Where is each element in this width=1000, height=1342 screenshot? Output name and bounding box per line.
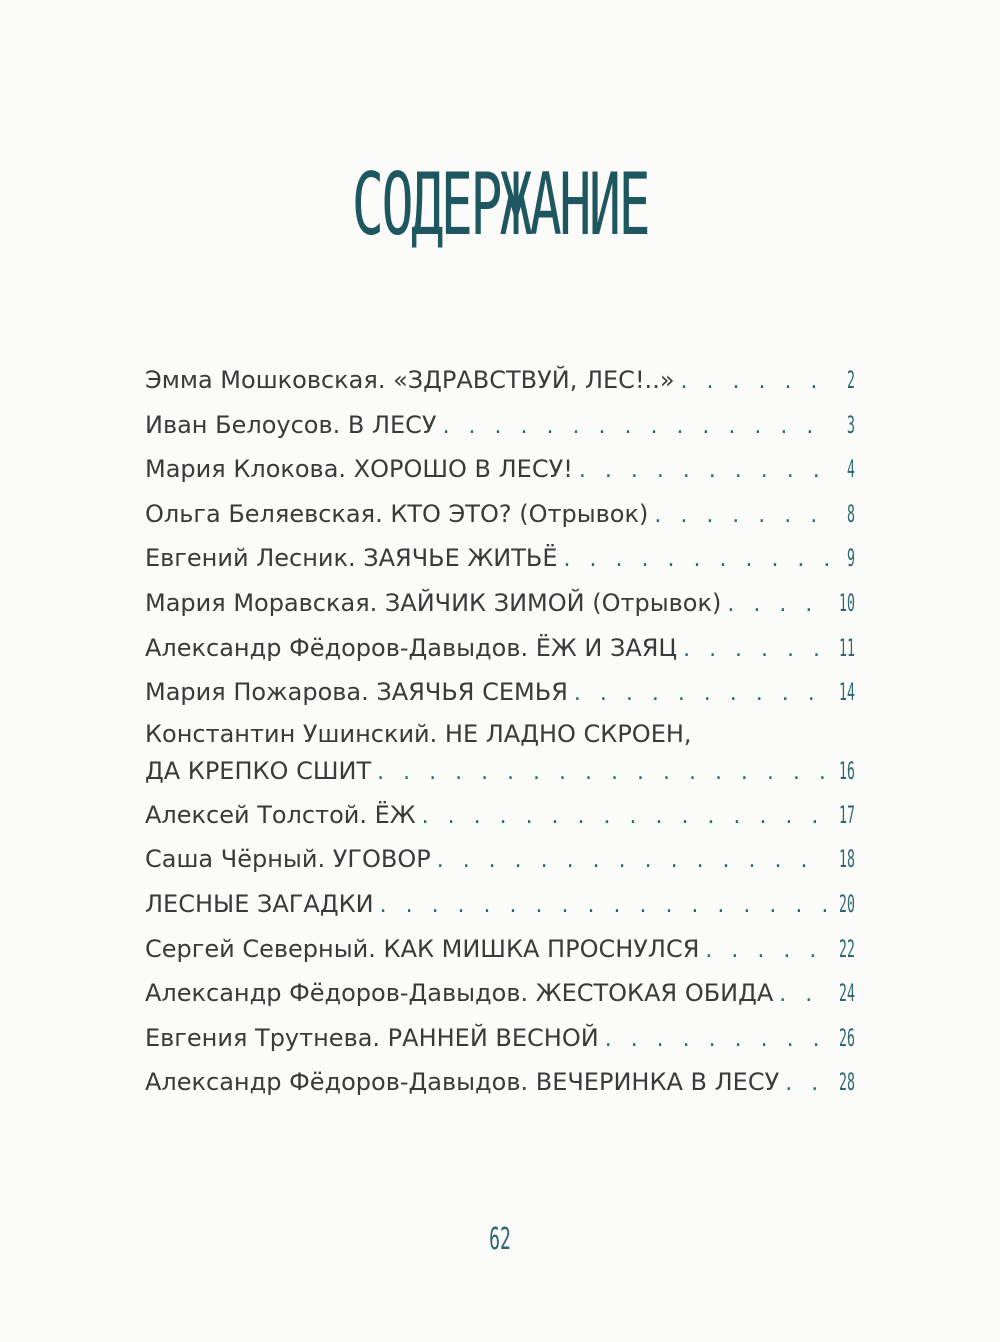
toc-entry-page: 11 <box>839 633 855 662</box>
toc-entry-page: 20 <box>839 889 855 918</box>
toc-dot-leader <box>675 362 830 402</box>
toc-entry <box>145 795 855 840</box>
toc-dot-leader <box>374 886 827 926</box>
toc-entry <box>145 1018 855 1063</box>
toc-entry <box>145 405 855 450</box>
toc-entry <box>145 494 855 539</box>
toc-entry-page: 18 <box>839 845 855 874</box>
toc-entry <box>145 672 855 717</box>
page-number: 62 <box>489 1222 511 1257</box>
toc-entry <box>145 628 855 673</box>
toc-entry <box>145 538 855 583</box>
toc-entry-title: Евгения Трутнева. РАННЕЙ ВЕСНОЙ <box>145 1023 599 1052</box>
toc-entry <box>145 973 855 1018</box>
toc-entry-title: Ольга Беляевская. КТО ЭТО? (Отрывок) <box>145 499 649 528</box>
toc-entry-title: Саша Чёрный. УГОВОР <box>145 845 431 874</box>
toc-entry-title: Мария Пожарова. ЗАЯЧЬЯ СЕМЬЯ <box>145 678 568 707</box>
toc-entry-page: 16 <box>839 756 855 785</box>
toc-dot-leader <box>431 841 826 881</box>
table-of-contents <box>145 360 855 1107</box>
toc-entry-page: 2 <box>847 366 855 394</box>
toc-dot-leader <box>568 674 826 714</box>
toc-entry <box>145 449 855 494</box>
toc-entry <box>145 717 855 795</box>
toc-entry-title: Эмма Мошковская. «ЗДРАВСТВУЙ, ЛЕС!..» <box>145 366 675 394</box>
toc-entry-title: ЛЕСНЫЕ ЗАГАДКИ <box>145 889 374 918</box>
toc-entry-title: Александр Фёдоров-Давыдов. ЖЕСТОКАЯ ОБИДА <box>145 979 774 1008</box>
page-title: СОДЕРЖАНИЕ <box>351 155 649 255</box>
toc-entry-title: Сергей Северный. КАК МИШКА ПРОСНУЛСЯ <box>145 934 700 963</box>
toc-dot-leader <box>558 540 829 580</box>
toc-dot-leader <box>773 975 826 1015</box>
toc-entry-title: Александр Фёдоров-Давыдов. ЁЖ И ЗАЯЦ <box>145 633 678 662</box>
toc-entry-page: 8 <box>847 499 855 528</box>
toc-entry-page: 17 <box>839 800 855 829</box>
toc-dot-leader <box>371 753 826 793</box>
toc-entry-title: Александр Фёдоров-Давыдов. ВЕЧЕРИНКА В ЛЕСУ <box>145 1068 780 1097</box>
toc-dot-leader <box>779 1064 826 1104</box>
toc-entry <box>145 360 855 405</box>
toc-entry-title: ДА КРЕПКО СШИТ <box>145 756 372 785</box>
toc-entry <box>145 1062 855 1107</box>
toc-dot-leader <box>416 797 826 837</box>
toc-entry-page: 22 <box>839 934 855 963</box>
toc-entry-title: Евгений Лесник. ЗАЯЧЬЕ ЖИТЬЁ <box>145 544 558 573</box>
toc-entry-page: 28 <box>839 1068 855 1097</box>
toc-dot-leader <box>599 1020 826 1060</box>
toc-entry-title: Алексей Толстой. ЁЖ <box>145 800 416 829</box>
toc-dot-leader <box>721 585 826 625</box>
toc-dot-leader <box>437 407 829 447</box>
toc-dot-leader <box>648 496 829 536</box>
toc-entry-title: Мария Клокова. ХОРОШО В ЛЕСУ! <box>145 455 573 484</box>
toc-entry <box>145 583 855 628</box>
toc-entry <box>145 839 855 884</box>
toc-entry-title: Иван Белоусов. В ЛЕСУ <box>145 410 437 439</box>
toc-entry <box>145 929 855 974</box>
toc-entry-page: 4 <box>847 455 855 484</box>
toc-entry-page: 10 <box>839 588 855 617</box>
toc-entry-page: 14 <box>839 678 855 707</box>
toc-entry-page: 9 <box>847 544 855 573</box>
toc-entry <box>145 884 855 929</box>
toc-entry-page: 3 <box>847 410 855 439</box>
toc-dot-leader <box>677 630 826 670</box>
toc-entry-page: 24 <box>839 979 855 1008</box>
toc-entry-title-line1: Константин Ушинский. НЕ ЛАДНО СКРОЕН, <box>145 719 692 748</box>
toc-dot-leader <box>573 451 829 491</box>
toc-dot-leader <box>699 931 826 971</box>
toc-entry-title: Мария Моравская. ЗАЙЧИК ЗИМОЙ (Отрывок) <box>145 588 722 617</box>
toc-entry-page: 26 <box>839 1023 855 1052</box>
